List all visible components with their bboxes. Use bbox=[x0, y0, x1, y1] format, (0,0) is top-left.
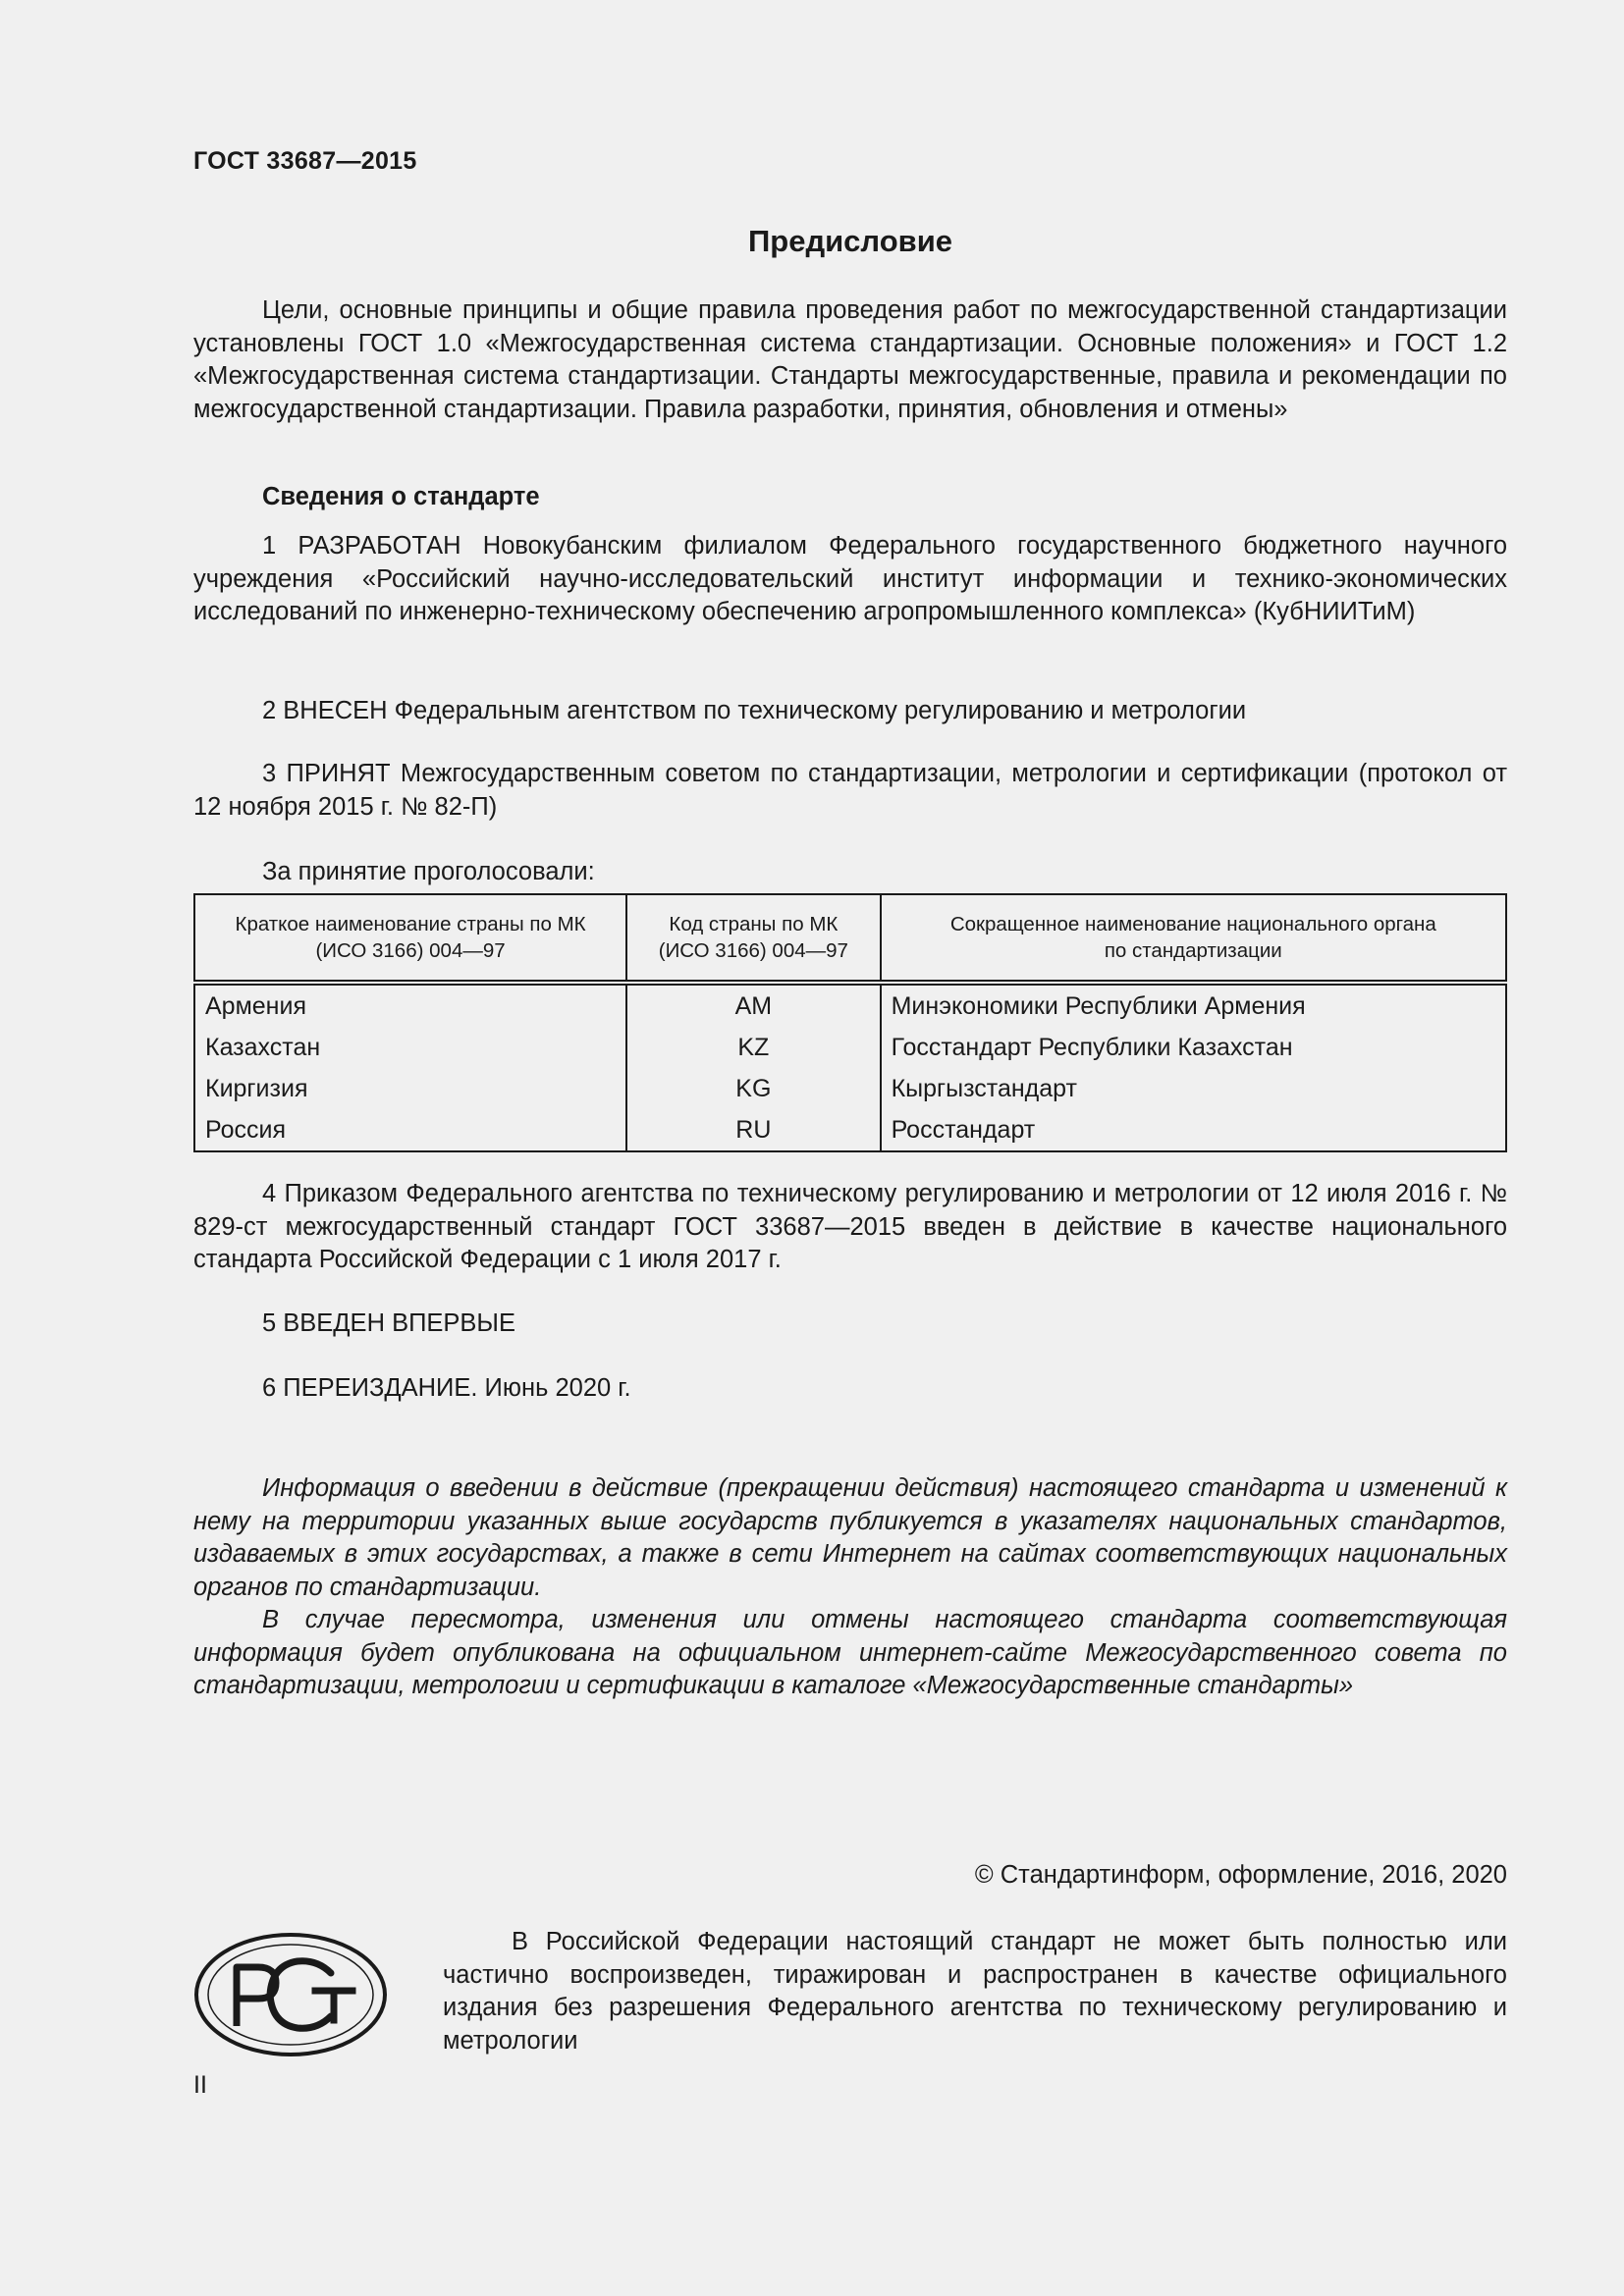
cell-body: Росстандарт bbox=[881, 1109, 1506, 1151]
cell-code: AM bbox=[626, 983, 880, 1027]
cell-body: Госстандарт Республики Казахстан bbox=[881, 1027, 1506, 1068]
voted-label: За принятие проголосовали: bbox=[262, 858, 595, 885]
table-header-row bbox=[194, 894, 1506, 983]
header-country-name: Краткое наименование страны по МК (ИСО 3166) 004—97 bbox=[194, 894, 626, 983]
info-paragraph-1: Информация о введении в действие (прекращении действия) настоящего стандарта и изменений к нему на территории указанных выше государств публикуется в указателях национальных стандартов, издаваемых в этих государствах, а также в сети Интернет на сайтах соответствующих национальных органов по стандартизации. bbox=[193, 1474, 1507, 1601]
table-row bbox=[194, 1109, 1506, 1151]
item-developed: 1 РАЗРАБОТАН Новокубанским филиалом Федерального государственного бюджетного научного учреждения «Российский научно-исследовательский институт информации и технико-экономических исследований по инженерно-техническому обеспечению агропромышленного комплекса» (КубНИИТиМ) bbox=[193, 532, 1507, 625]
section-subheading: Сведения о стандарте bbox=[262, 483, 540, 510]
cell-code: RU bbox=[626, 1109, 880, 1151]
page-number: II bbox=[193, 2071, 207, 2099]
table-row bbox=[194, 983, 1506, 1027]
cell-country: Армения bbox=[194, 983, 626, 1027]
header-national-body: Сокращенное наименование национального органа по стандартизации bbox=[881, 894, 1506, 983]
info-paragraph-2: В случае пересмотра, изменения или отмены настоящего стандарта соответствующая информация будет опубликована на официальном интернет-сайте Межгосударственного совета по стандартизации, метрологии и сертификации в каталоге «Межгосударственные стандарты» bbox=[193, 1606, 1507, 1699]
gost-r-seal-icon bbox=[193, 1932, 388, 2057]
intro-paragraph: Цели, основные принципы и общие правила проведения работ по межгосударственной стандартизации установлены ГОСТ 1.0 «Межгосударственная система стандартизации. Основные положения» и ГОСТ 1.2 «Межгосударственная система стандартизации. Стандарты межгосударственные, правила и рекомендации по межгосударственной стандартизации. Правила разработки, принятия, обновления и отмены» bbox=[193, 296, 1507, 423]
cell-country: Россия bbox=[194, 1109, 626, 1151]
cell-body: Кыргызстандарт bbox=[881, 1068, 1506, 1109]
item-introduced: 2 ВНЕСЕН Федеральным агентством по техническому регулированию и метрологии bbox=[262, 697, 1247, 724]
item-reissue: 6 ПЕРЕИЗДАНИЕ. Июнь 2020 г. bbox=[262, 1374, 631, 1402]
cell-body: Минэкономики Республики Армения bbox=[881, 983, 1506, 1027]
page-title: Предисловие bbox=[747, 224, 952, 258]
standard-code: ГОСТ 33687—2015 bbox=[193, 147, 417, 175]
copyright-line: © Стандартинформ, оформление, 2016, 2020 bbox=[974, 1861, 1507, 1889]
table-row bbox=[194, 1027, 1506, 1068]
item-first-introduced: 5 ВВЕДЕН ВПЕРВЫЕ bbox=[262, 1309, 516, 1337]
table-row bbox=[194, 1068, 1506, 1109]
item-adopted: 3 ПРИНЯТ Межгосударственным советом по стандартизации, метрологии и сертификации (протокол от 12 ноября 2015 г. № 82-П) bbox=[193, 760, 1507, 821]
cell-country: Казахстан bbox=[194, 1027, 626, 1068]
cell-code: KZ bbox=[626, 1027, 880, 1068]
voting-table bbox=[193, 893, 1507, 1152]
item-order: 4 Приказом Федерального агентства по техническому регулированию и метрологии от 12 июля 2016 г. № 829-ст межгосударственный стандарт ГОСТ 33687—2015 введен в действие в качестве национального стандарта Российской Федерации с 1 июля 2017 г. bbox=[193, 1180, 1507, 1273]
cell-code: KG bbox=[626, 1068, 880, 1109]
header-country-code: Код страны по МК (ИСО 3166) 004—97 bbox=[626, 894, 880, 983]
cell-country: Киргизия bbox=[194, 1068, 626, 1109]
reproduction-notice: В Российской Федерации настоящий стандарт не может быть полностью или частично воспроизведен, тиражирован и распространен в качестве официального издания без разрешения Федерального агентства по техническому регулированию и метрологии bbox=[443, 1928, 1507, 2055]
